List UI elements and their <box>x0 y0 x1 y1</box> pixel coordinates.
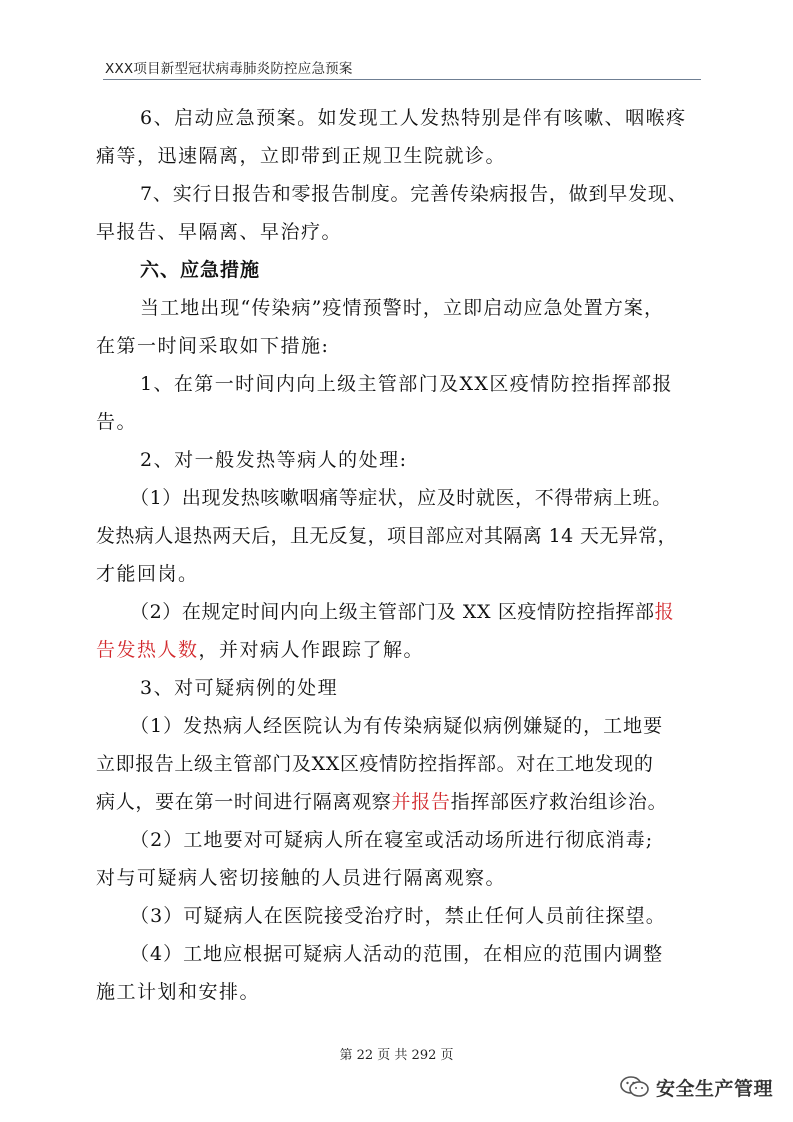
text-run: （2）在规定时间内向上级主管部门及 XX 区疫情防控指挥部 <box>130 601 655 623</box>
page-number: 第 22 页 共 292 页 <box>339 1048 454 1063</box>
paragraph-line: （3）可疑病人在医院接受治疗时，禁止任何人员前往探望。 <box>130 905 666 927</box>
watermark <box>620 1072 773 1102</box>
paragraph-line: 早报告、早隔离、早治疗。 <box>96 221 343 243</box>
paragraph-line: 2、对一般发热等病人的处理: <box>140 449 408 471</box>
wechat-icon <box>620 1075 650 1099</box>
paragraph-line: 痛等，迅速隔离，立即带到正规卫生院就诊。 <box>96 145 507 167</box>
highlighted-text: 告发热人数 <box>96 639 199 661</box>
paragraph-line: 3、对可疑病例的处理 <box>140 677 339 699</box>
page-header <box>103 55 701 80</box>
text-run: 指挥部医疗救治组诊治。 <box>450 791 668 813</box>
paragraph-line: 才能回岗。 <box>96 563 199 585</box>
text-run: 病人，要在第一时间进行隔离观察 <box>96 791 392 813</box>
paragraph-line: （4）工地应根据可疑病人活动的范围，在相应的范围内调整 <box>130 943 664 965</box>
highlighted-text: 并报告 <box>391 791 451 813</box>
paragraph-line: 对与可疑病人密切接触的人员进行隔离观察。 <box>96 867 507 889</box>
paragraph-line <box>96 638 424 662</box>
paragraph-line: 6、启动应急预案。如发现工人发热特别是伴有咳嗽、咽喉疼 <box>140 107 687 129</box>
paragraph-line <box>130 600 674 624</box>
paragraph-line: 1、在第一时间内向上级主管部门及XX区疫情防控指挥部报 <box>140 373 673 395</box>
highlighted-text: 报 <box>654 601 675 623</box>
paragraph-line: 施工计划和安排。 <box>96 981 261 1003</box>
text-run: ，并对病人作跟踪了解。 <box>198 639 425 661</box>
paragraph-line: （2）工地要对可疑病人所在寝室或活动场所进行彻底消毒; <box>130 829 654 851</box>
header-title: XXX项目新型冠状病毒肺炎防控应急预案 <box>105 61 353 77</box>
paragraph-line: （1）出现发热咳嗽咽痛等症状，应及时就医，不得带病上班。 <box>130 487 672 509</box>
paragraph-line: （1）发热病人经医院认为有传染病疑似病例嫌疑的，工地要 <box>130 715 664 737</box>
paragraph-line: 7、实行日报告和零报告制度。完善传染病报告，做到早发现、 <box>140 183 688 205</box>
paragraph-line: 在第一时间采取如下措施: <box>96 335 330 357</box>
paragraph-line: 告。 <box>96 411 138 433</box>
paragraph-line: 发热病人退热两天后，且无反复，项目部应对其隔离 14 天无异常， <box>96 525 678 547</box>
paragraph-line <box>96 790 667 814</box>
paragraph-line: 当工地出现“传染病”疫情预警时，立即启动应急处置方案， <box>140 297 665 319</box>
section-heading: 六、应急措施 <box>140 259 261 281</box>
paragraph-line: 立即报告上级主管部门及XX区疫情防控指挥部。对在工地发现的 <box>96 753 654 775</box>
watermark-text: 安全生产管理 <box>656 1077 774 1100</box>
